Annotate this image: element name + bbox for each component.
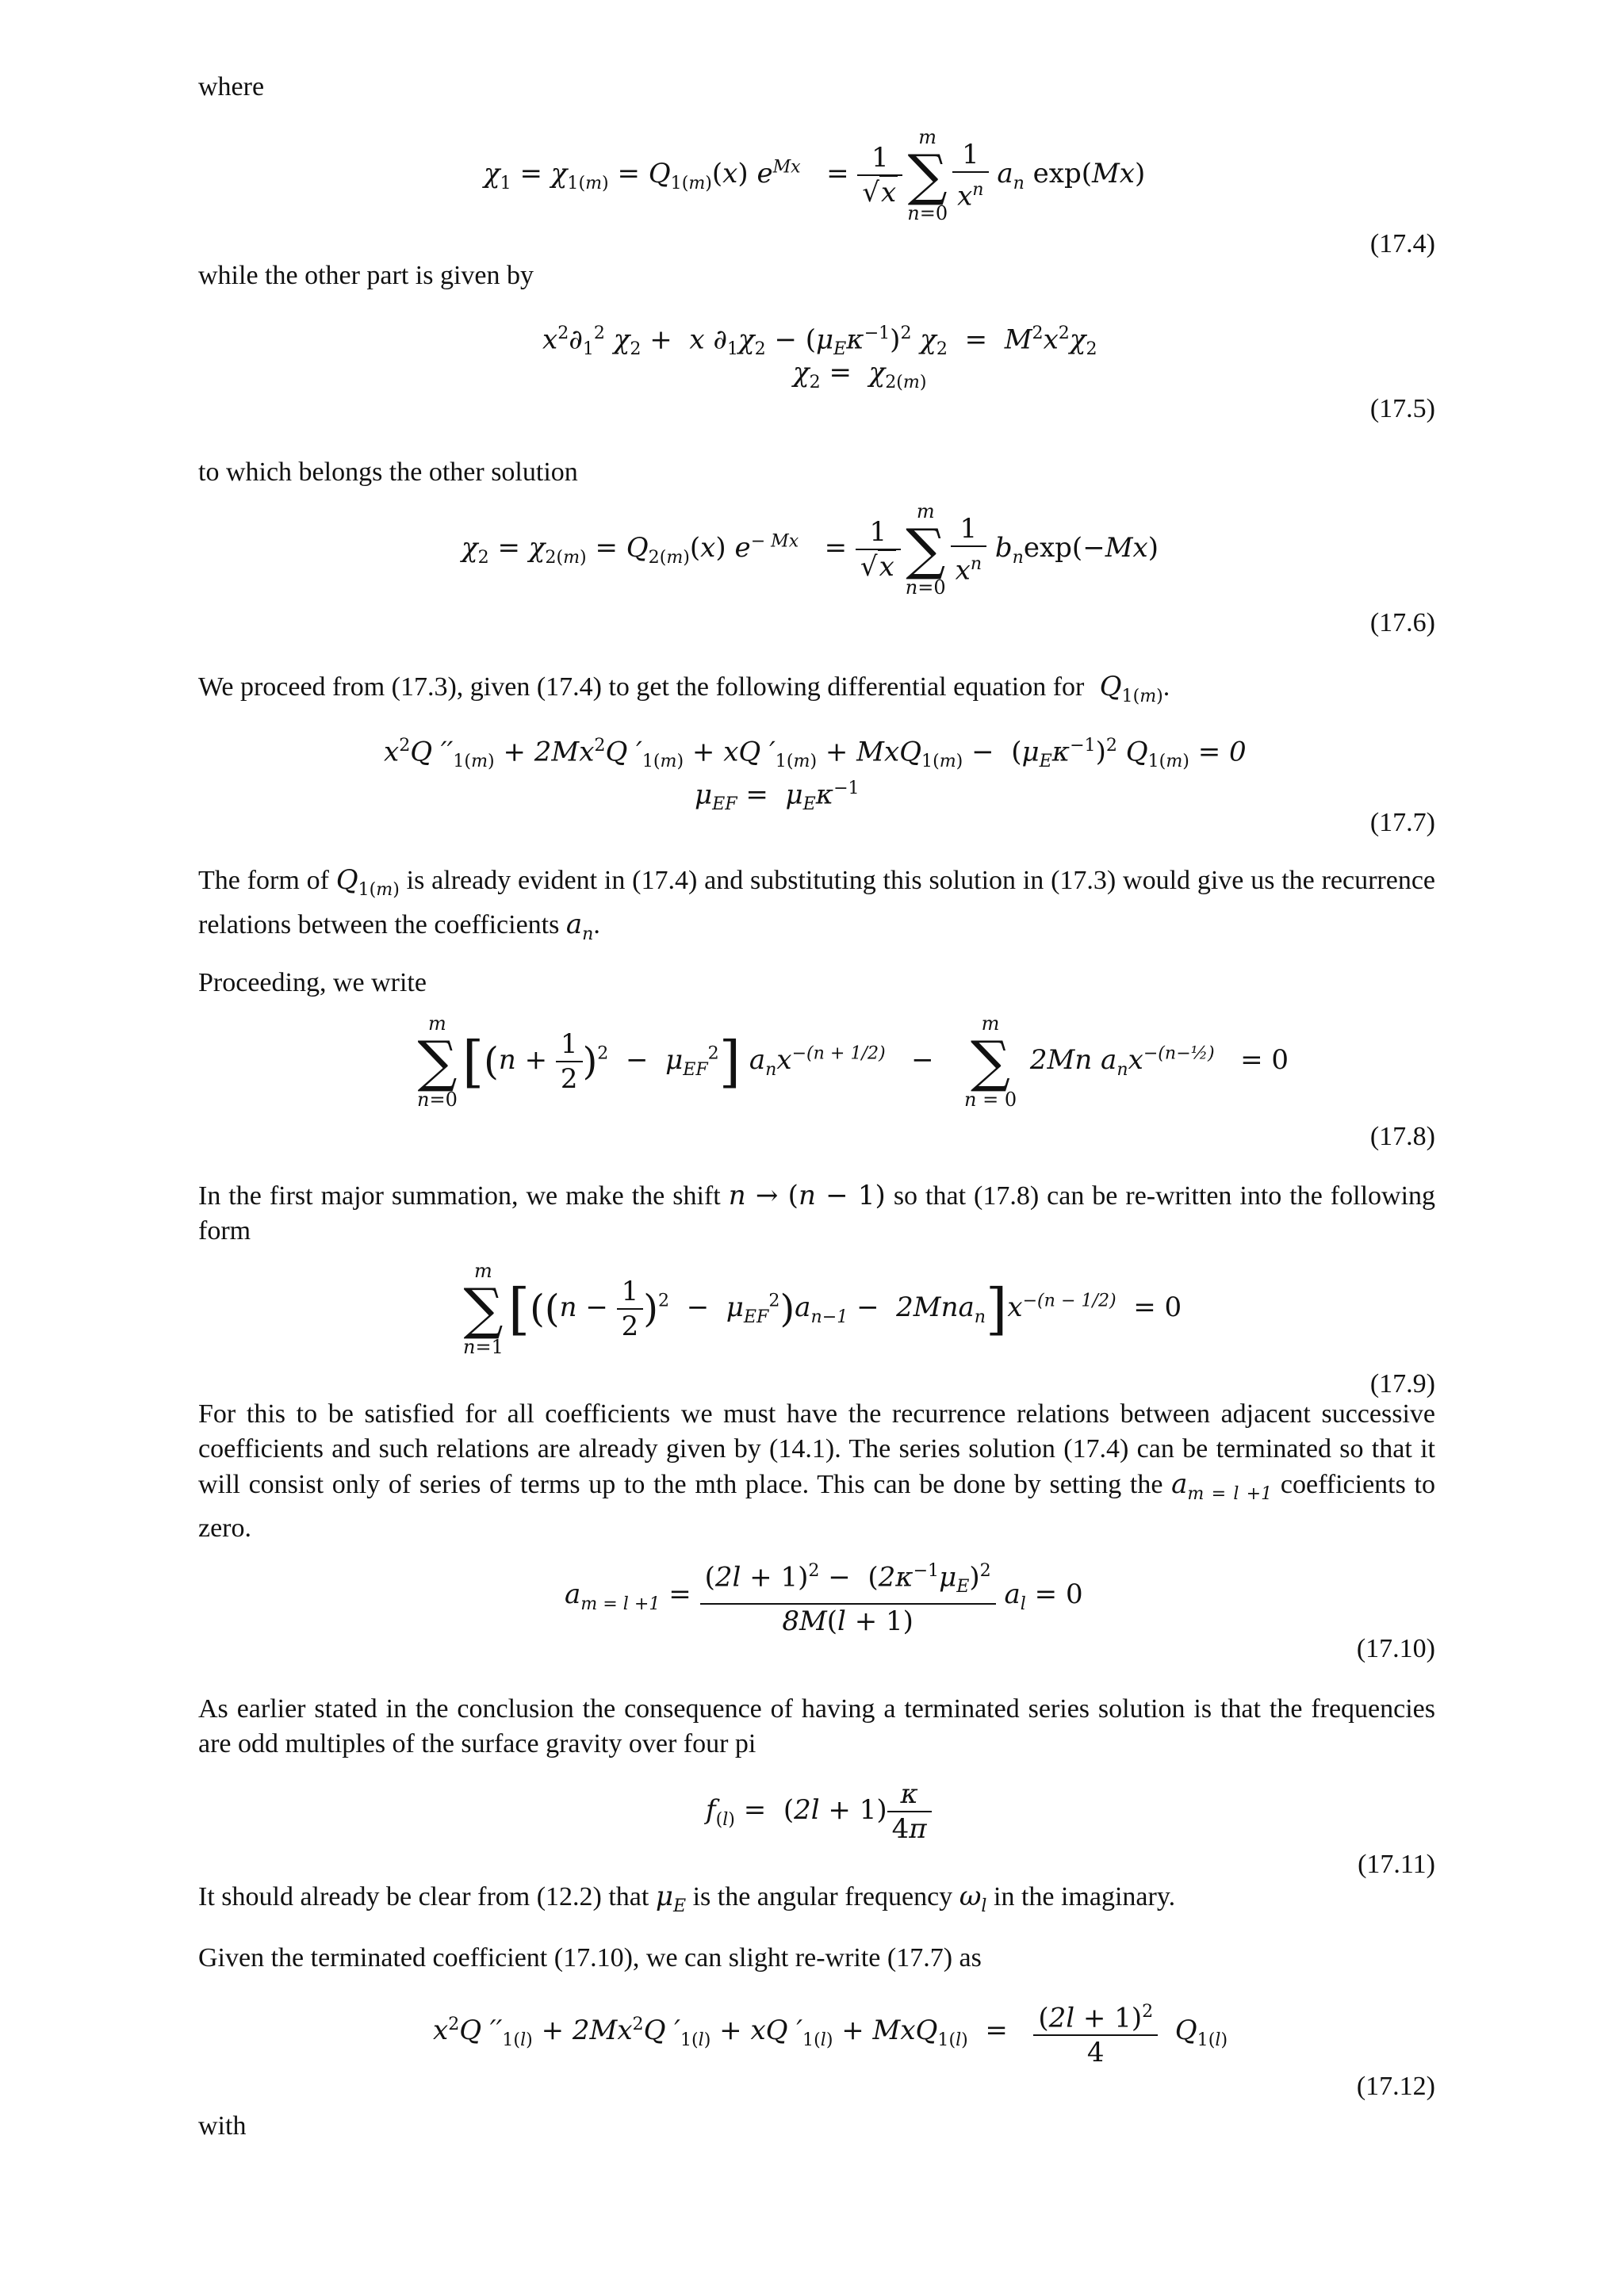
equation-number-17-4: (17.4) (1369, 229, 1435, 258)
equation-number-17-10: (17.10) (1356, 1634, 1435, 1663)
paragraph-form: The form of $Q_{1(m)}$ is already evident in (17.4) and substituting this solution in (17.3) would give us the recurrence relations between the coefficients $a_n$. (198, 864, 1436, 944)
equation-number-17-11: (17.11) (1358, 1850, 1435, 1879)
paragraph-first-major: In the first major summation, we make the shift n → (n − 1) so that (17.8) can be re-written into the following form (198, 1180, 1436, 1246)
paragraph-clear-text-a: It should already be clear from (12.2) that (198, 1882, 649, 1911)
paragraph-given: Given the terminated coefficient (17.10), we can slight re-write (17.7) as (198, 1943, 982, 1973)
paragraph-first-major-text-a: In the first major summation, we make the shift (198, 1181, 721, 1211)
paragraph-clear: It should already be clear from (12.2) that $\mu_E$ is the angular frequency $\omega_l$ in the imaginary. (198, 1881, 1176, 1916)
equation-17-7-line1: $x^2Q$ $''_{1(m)} + 2Mx^2Q$ $'_{1(m)}$ + xQ $'_{1(m)} + MxQ_{1(m)} - (\mu_E\kappa^{-1})^2$ $Q_{1(m)} = 0$ (384, 735, 1247, 772)
equation-17-5-line2: $\chi_2 = \chi_{2(m)}$ (793, 357, 927, 392)
paragraph-proceeding: Proceeding, we write (198, 968, 427, 997)
equation-number-17-8: (17.8) (1369, 1122, 1435, 1151)
equation-17-12: $x^2Q$ $''_{1(l)} + 2Mx^2Q$ $'_{1(l)}$ + xQ $'_{1(l)} + MxQ_{1(l)}$ = $\frac{(2l + 1)^2}{4}$ $Q_{1(l)}$ (433, 1995, 1228, 2069)
equation-number-17-7: (17.7) (1369, 808, 1435, 837)
equation-17-11: $f_{(l)} = (2l + 1)$ $\frac{\kappa}{4\pi}$ (706, 1777, 932, 1846)
equation-17-9: m ∑ n=1 [((n − $\frac{1}{2}$ )$^2 - \mu_{EF}^2)a_{n-1} - 2Mna_n]x^{-(n - 1/2)} = 0$ (463, 1260, 1182, 1358)
paragraph-satisfied-text: For this to be satisfied for all coefficients we must have the recurrence relations between adjacent successive coefficients and such relations are already given by (14.1). The series solution (17.4) can be terminated so that it will consist only of series of terms up to the mth place. This can be done by setting the (198, 1399, 1435, 1499)
paragraph-earlier: As earlier stated in the conclusion the consequence of having a terminated series solution is that the frequencies are odd multiples of the surface gravity over four pi (198, 1694, 1435, 1758)
equation-number-17-5: (17.5) (1369, 394, 1435, 423)
paragraph-clear-text-c: in the imaginary. (994, 1882, 1176, 1911)
paragraph-clear-text-b: is the angular frequency (692, 1882, 953, 1911)
equation-number-17-6: (17.6) (1369, 608, 1435, 637)
paragraph-satisfied-text-b: coefficients to zero. (198, 1470, 1435, 1543)
equation-17-10: $a_{m = l +1}$ = $\frac{(2l + 1)^2 - (2\kappa^{-1}\mu_E)^2}{8M(l + 1)}$ $a_l = 0$ (565, 1554, 1083, 1638)
paragraph-proceed: We proceed from (17.3), given (17.4) to get the following differential equation for $Q_{1(m)}$. (198, 671, 1170, 706)
paragraph-form-text-a: The form of (198, 866, 329, 895)
paragraph-other-part: while the other part is given by (198, 261, 534, 290)
paragraph-form-text-b: is already evident in (17.4) and substituting this solution in (17.3) would give us the recurrence relations between the coefficients (198, 866, 1436, 939)
equation-17-6: $\chi_2 = \chi_{2(m)} = Q_{2(m)}(x) e^{- Mx}$ = $\frac{1}{√x}$ m ∑ n=0 $\frac{1}{x^n}$ $b_n\exp(-Mx)$ (462, 500, 1159, 599)
equation-number-17-12: (17.12) (1356, 2072, 1435, 2101)
paragraph-with: with (198, 2111, 247, 2141)
paragraph-where: where (198, 72, 265, 101)
equation-17-4: $\chi_1 = \chi_{1(m)} = Q_{1(m)}(x) e^{Mx}$ = $\frac{1}{√x}$ m ∑ n=0 $\frac{1}{x^n}$ $a_n$ exp(Mx) (484, 126, 1146, 224)
equation-17-7-line2: $\mu_{EF} = \mu_E\kappa^{-1}$ (695, 778, 860, 815)
paragraph-proceed-text: We proceed from (17.3), given (17.4) to get the following differential equation for (198, 672, 1085, 702)
equation-17-8: m ∑ n=0 [(n + $\frac{1}{2}$ )$^2 - \mu_{EF}^2$] $a_nx^{-(n + 1/2)}$ − m ∑ n = 0 2Mn $a_nx^{-(n-\frac{1}{2})}$ = 0 (417, 1012, 1289, 1111)
paragraph-satisfied: For this to be satisfied for all coefficients we must have the recurrence relations between adjacent successive coefficients and such relations are already given by (14.1). The series solution (17.4) can be terminated so that it will consist only of series of terms up to the mth place. This can be done by setting the $a_{m = l +1}$ coefficients to zero. (198, 1399, 1435, 1543)
paragraph-first-major-text-b: so that (17.8) can be re-written into the following form (198, 1181, 1436, 1246)
equation-17-5-line1: $x^2\partial_1^2$ $\chi_2 + x$ $\partial_1\chi_2 - (\mu_E\kappa^{-1})^2$ $\chi_2 = M^2x^2\chi_2$ (542, 323, 1097, 360)
equation-number-17-9: (17.9) (1369, 1369, 1435, 1399)
paragraph-to-which: to which belongs the other solution (198, 457, 578, 487)
